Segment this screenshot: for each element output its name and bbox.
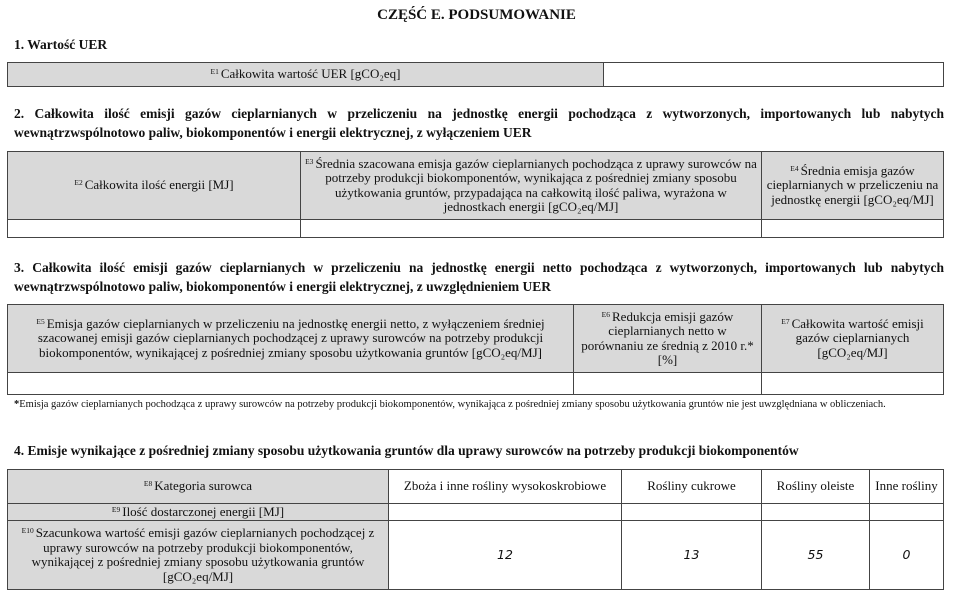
- e8-label: Kategoria surowca: [154, 478, 253, 494]
- e1-label-cell: [8, 63, 604, 87]
- page-title: CZĘŚĆ E. PODSUMOWANIE: [377, 7, 576, 23]
- e1-label: Całkowita wartość UER [gCO₂eq]: [220, 66, 401, 82]
- e10-label-cell: [8, 521, 389, 590]
- e7-header-cell: [762, 305, 944, 373]
- e2-header-cell: [8, 152, 301, 220]
- section3-heading: 3. Całkowita ilość emisji gazów cieplarnianych w przeliczeniu na jednostkę energii netto pochodząca z wytworzonych, importowanych lub nabytych wewnątrzwspólnotowo paliw, biokomponentów i energii elektrycznej, z uwzględnieniem UER: [14, 260, 944, 294]
- e10-code: E10: [21, 526, 34, 535]
- section2-table: [7, 151, 944, 238]
- e9-label-cell: [8, 504, 389, 521]
- column-header-oil: Rośliny oleiste: [762, 470, 870, 504]
- e4-code: E4: [790, 163, 799, 173]
- e1-value-field[interactable]: [604, 63, 944, 87]
- section4-table: [7, 469, 944, 590]
- section1-heading: 1. Wartość UER: [14, 37, 108, 52]
- e2-code: E2: [74, 178, 83, 188]
- e4-header-cell: [762, 152, 944, 220]
- e5-label: Emisja gazów cieplarnianych w przeliczeniu na jednostkę energii netto, z wyłączeniem średniej szacowanej emisji gazów cieplarnianych pochodzącej z uprawy surowców na potrzeby produkcji biokomponentów, wynikającej z pośredniej zmiany sposobu użytkowania gruntów [gCO₂eq/MJ]: [37, 315, 545, 360]
- e9-value-starch[interactable]: [389, 504, 622, 521]
- e3-code: E3: [305, 156, 314, 166]
- e10-label: Szacunkowa wartość emisji gazów cieplarnianych pochodzącej z uprawy surowców na potrzeby produkcji biokomponentów, wynikającej z pośredniej zmiany sposobu użytkowania gruntów [gCO₂eq/MJ]: [31, 525, 375, 584]
- e6-label: Redukcja emisji gazów cieplarnianych netto w porównaniu ze średnią z 2010 r.* [%]: [581, 308, 754, 367]
- column-header-sugar: Rośliny cukrowe: [622, 470, 762, 504]
- e9-value-sugar[interactable]: [622, 504, 762, 521]
- e10-value-starch[interactable]: 12: [389, 521, 622, 590]
- e6-header-cell: [574, 305, 762, 373]
- e3-value-field[interactable]: [301, 220, 762, 238]
- e4-value-field[interactable]: [762, 220, 944, 238]
- section2-heading: 2. Całkowita ilość emisji gazów cieplarnianych w przeliczeniu na jednostkę energii pochodząca z wytworzonych, importowanych lub nabytych wewnątrzwspólnotowo paliw, biokomponentów i energii elektrycznej, z wyłączeniem UER: [14, 106, 944, 140]
- section3-table: [7, 304, 944, 395]
- footnote-text: Emisja gazów cieplarnianych pochodząca z uprawy surowców na potrzeby produkcji biokomponentów, wynikająca z pośredniej zmiany sposobu użytkowania gruntów nie jest uwzględniana w obliczeniach.: [19, 399, 886, 410]
- e9-value-oil[interactable]: [762, 504, 870, 521]
- e7-code: E7: [781, 316, 790, 326]
- e9-code: E9: [111, 504, 121, 514]
- e7-label: Całkowita wartość emisji gazów cieplarnianych [gCO₂eq/MJ]: [791, 315, 924, 360]
- e3-label: Średnia szacowana emisja gazów cieplarnianych pochodząca z uprawy surowców na potrzeby produkcji biokomponentów, wynikająca z pośredniej zmiany sposobu użytkowania gruntów, przypadająca na całkowitą ilość paliwa, wyrażona w jednostkach energii [gCO₂eq/MJ]: [315, 155, 757, 214]
- e5-code: E5: [36, 316, 45, 326]
- e10-value-other[interactable]: 0: [870, 521, 944, 590]
- column-header-other: Inne rośliny: [870, 470, 944, 504]
- e5-header-cell: [8, 305, 574, 373]
- e2-label: Całkowita ilość energii [MJ]: [84, 177, 234, 193]
- column-header-starch: Zboża i inne rośliny wysokoskrobiowe: [389, 470, 622, 504]
- e8-header-cell: [8, 470, 389, 504]
- e8-code: E8: [143, 479, 153, 489]
- e5-value-field[interactable]: [8, 373, 574, 395]
- footnote-star: *: [14, 399, 20, 410]
- e3-header-cell: [301, 152, 762, 220]
- e6-code: E6: [601, 309, 611, 319]
- footnote: [14, 398, 944, 411]
- e1-code: E1: [210, 67, 219, 77]
- e2-value-field[interactable]: [8, 220, 301, 238]
- e6-value-field[interactable]: [574, 373, 762, 395]
- e9-label: Ilość dostarczonej energii [MJ]: [122, 503, 285, 519]
- e10-value-sugar[interactable]: 13: [622, 521, 762, 590]
- e7-value-field[interactable]: [762, 373, 944, 395]
- section1-table: [7, 62, 944, 87]
- e4-label: Średnia emisja gazów cieplarnianych w przeliczeniu na jednostkę energii [gCO₂eq/MJ]: [766, 162, 939, 207]
- section4-heading: 4. Emisje wynikające z pośredniej zmiany sposobu użytkowania gruntów dla uprawy surowców na potrzeby produkcji biokomponentów: [14, 443, 799, 458]
- e9-value-other[interactable]: [870, 504, 944, 521]
- e10-value-oil[interactable]: 55: [762, 521, 870, 590]
